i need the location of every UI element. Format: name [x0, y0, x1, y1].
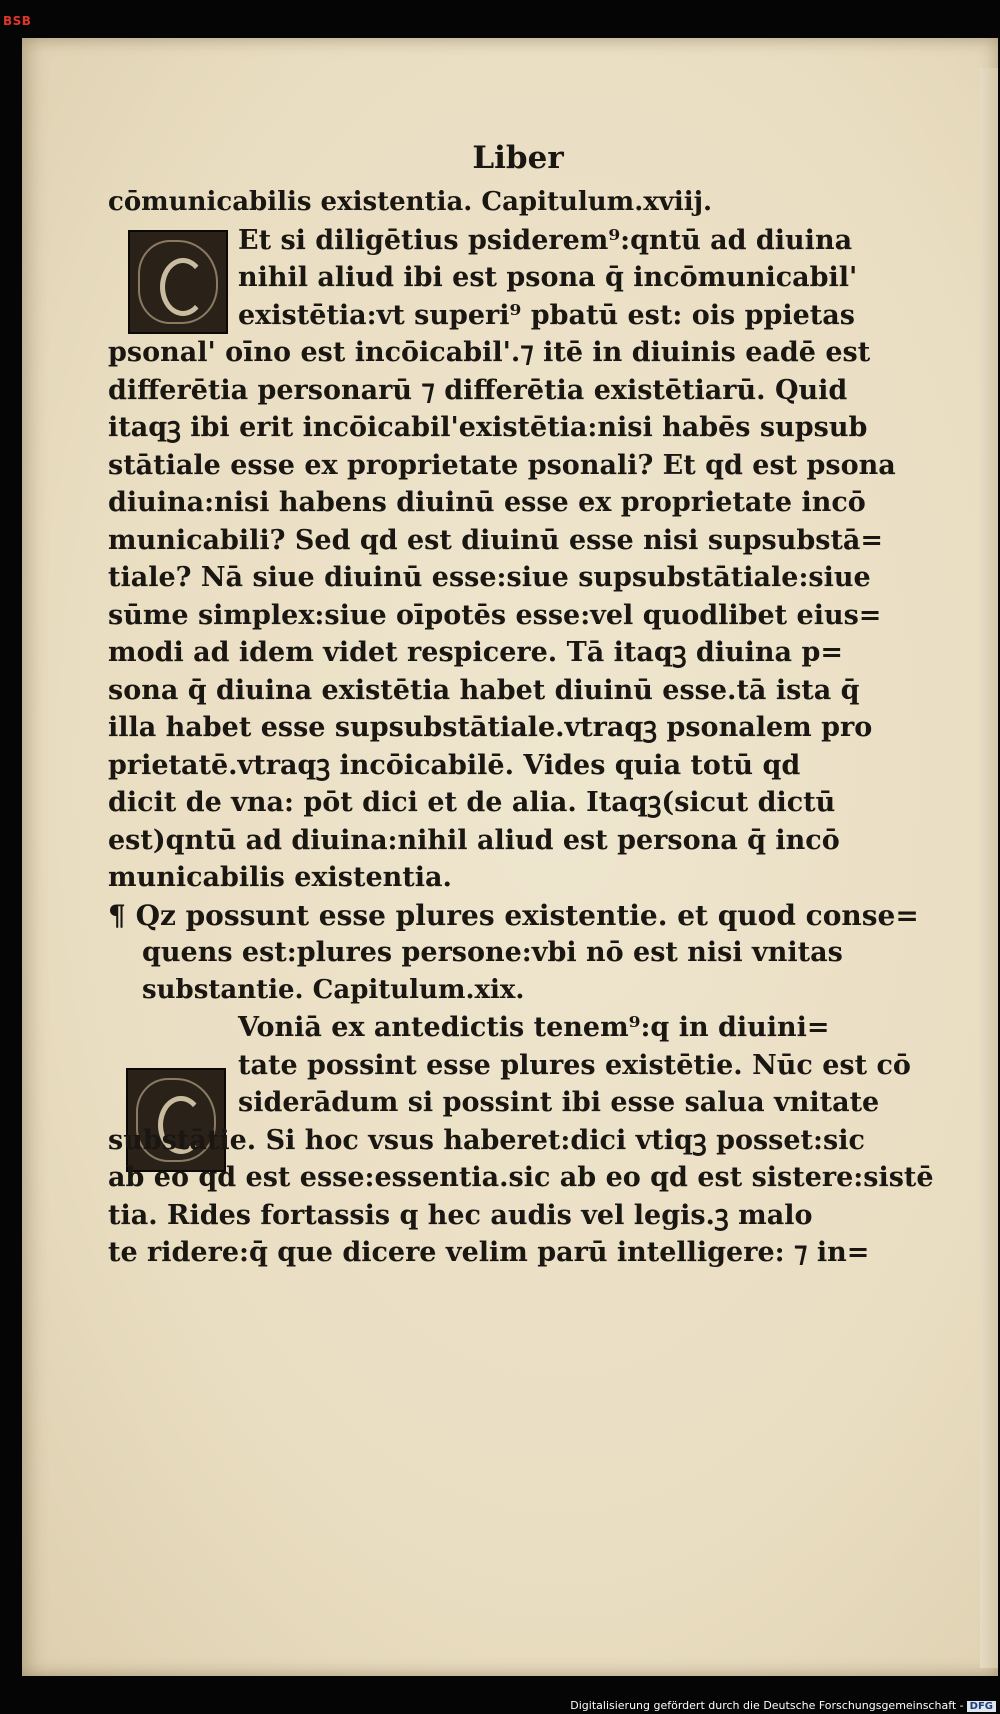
text-line: itaqꝫ ibi erit incōicabil'existētia:nisi habēs supsub: [108, 412, 868, 443]
text-line: tate possint esse plures existētie. Nūc est cō: [238, 1049, 911, 1081]
page-text: [108, 140, 934, 1272]
text-line: differētia personarū ⁊ differētia existētiarū. Quid: [108, 374, 848, 406]
text-line: psonal' oīno est incōicabil'.⁊ itē in diuinis eadē est: [108, 337, 871, 368]
text-line: ab eo qd est esse:essentia.sic ab eo qd est sistere:sistē: [108, 1162, 934, 1193]
footer-text: Digitalisierung gefördert durch die Deutsche Forschungsgemeinschaft -: [570, 1699, 964, 1712]
text-line: illa habet esse supsubstātiale.vtraqꝫ psonalem pro: [108, 712, 873, 743]
text-line: nihil aliud ibi est psona q̄ incōmunicabil': [238, 262, 858, 293]
text-line: tia. Rides fortassis q hec audis vel legis.ꝫ malo: [108, 1199, 813, 1231]
footer-credit: [570, 1699, 996, 1712]
text-line: sūme simplex:siue oīpotēs esse:vel quodlibet eius=: [108, 599, 882, 631]
text-line: substātie. Si hoc vsus haberet:dici vtiqꝫ posset:sic: [108, 1124, 865, 1156]
text-line: prietatē.vtraqꝫ incōicabilē. Vides quia totū qd: [108, 749, 801, 781]
text-line: tiale? Nā siue diuinū esse:siue supsubstātiale:siue: [108, 562, 871, 593]
text-line: te ridere:q̄ que dicere velim parū intelligere: ⁊ in=: [108, 1237, 870, 1268]
text-line: municabilis existentia.: [108, 862, 452, 893]
text-line: est)qntū ad diuina:nihil aliud est persona q̄ incō: [108, 824, 840, 856]
text-line: Et si diligētius psiderem⁹:qntū ad diuina: [238, 224, 853, 256]
text-line: modi ad idem videt respicere. Tā itaqꝫ diuina p=: [108, 637, 843, 668]
text-line: stātiale esse ex proprietate psonali? Et qd est psona: [108, 449, 896, 481]
text-line: Voniā ex antedictis tenem⁹:q in diuini=: [238, 1012, 830, 1043]
dfg-logo: DFG: [967, 1701, 996, 1712]
text-line: existētia:vt superi⁹ pbatū est: ois ppietas: [238, 299, 855, 331]
chapter-heading-line: substantie. Capitulum.xix.: [142, 974, 525, 1005]
page-edge: [980, 68, 998, 1668]
text-line: cōmunicabilis existentia. Capitulum.xviij.: [108, 187, 713, 217]
text-line: municabili? Sed qd est diuinū esse nisi supsubstā=: [108, 524, 884, 556]
text-line: dicit de vna: pōt dici et de alia. Itaqꝫ(sicut dictū: [108, 787, 836, 818]
library-watermark: BSB: [3, 14, 32, 28]
chapter-heading-line: ¶ Qz possunt esse plures existentie. et quod conse=: [108, 898, 919, 932]
running-header: Liber: [472, 140, 564, 176]
text-line: sona q̄ diuina existētia habet diuinū esse.tā ista q̄: [108, 674, 860, 706]
text-line: diuina:nisi habens diuinū esse ex proprietate incō: [108, 487, 866, 518]
text-line: siderādum si possint ibi esse salua vnitate: [238, 1087, 880, 1118]
chapter-heading-line: quens est:plures persone:vbi nō est nisi vnitas: [142, 937, 843, 968]
